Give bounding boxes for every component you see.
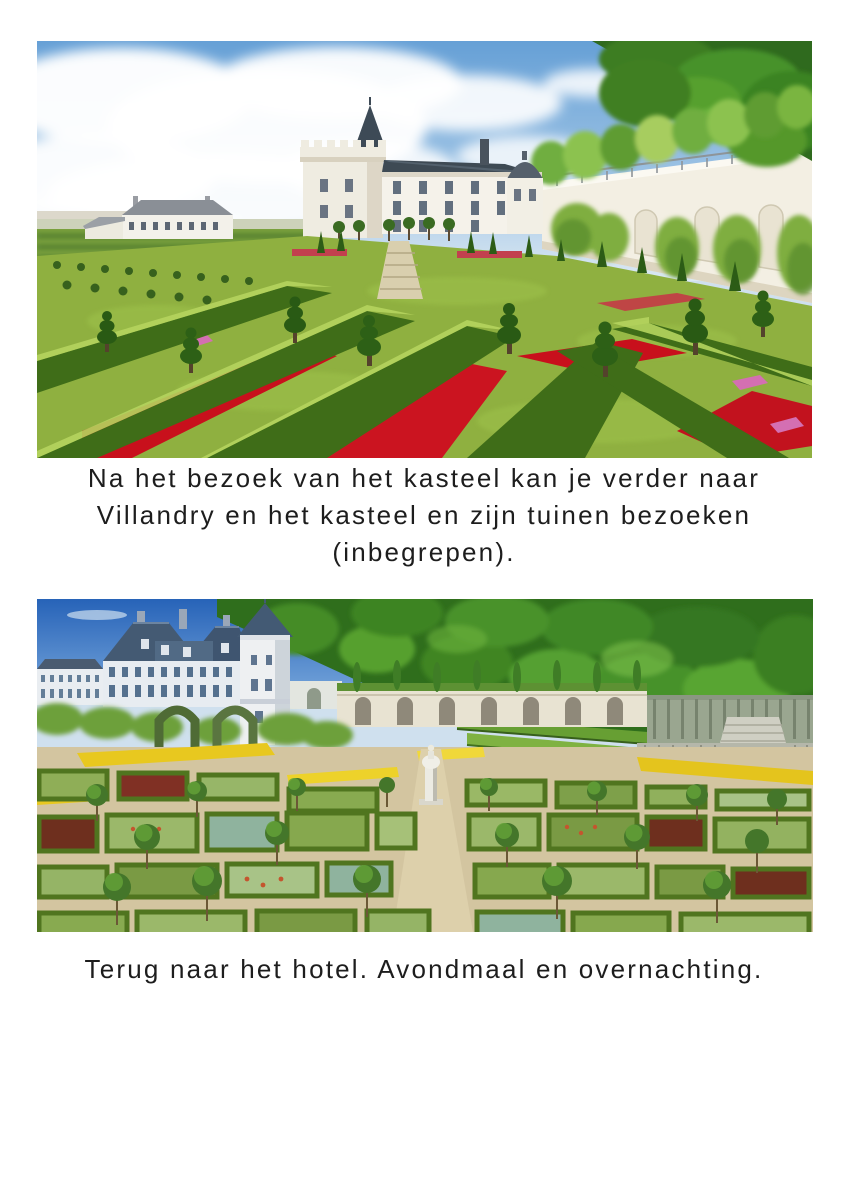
potager-garden bbox=[37, 743, 813, 932]
caption-line: Villandry en het kasteel en zijn tuinen bezoeken bbox=[96, 500, 752, 530]
pergola-structure bbox=[637, 695, 813, 752]
front-garden-band bbox=[37, 703, 353, 751]
villandry-potager-illustration bbox=[37, 599, 813, 932]
caption-line: Na het bezoek van het kasteel kan je verder naar bbox=[87, 463, 761, 493]
villandry-castle-parterre-photo bbox=[37, 41, 812, 458]
villandry-castle-parterre-illustration bbox=[37, 41, 812, 458]
villandry-potager-garden-photo bbox=[37, 599, 813, 932]
caption-paragraph bbox=[0, 460, 848, 571]
caption-line: (inbegrepen). bbox=[332, 537, 516, 567]
caption-line-hotel: Terug naar het hotel. Avondmaal en overnachting. bbox=[84, 954, 764, 984]
